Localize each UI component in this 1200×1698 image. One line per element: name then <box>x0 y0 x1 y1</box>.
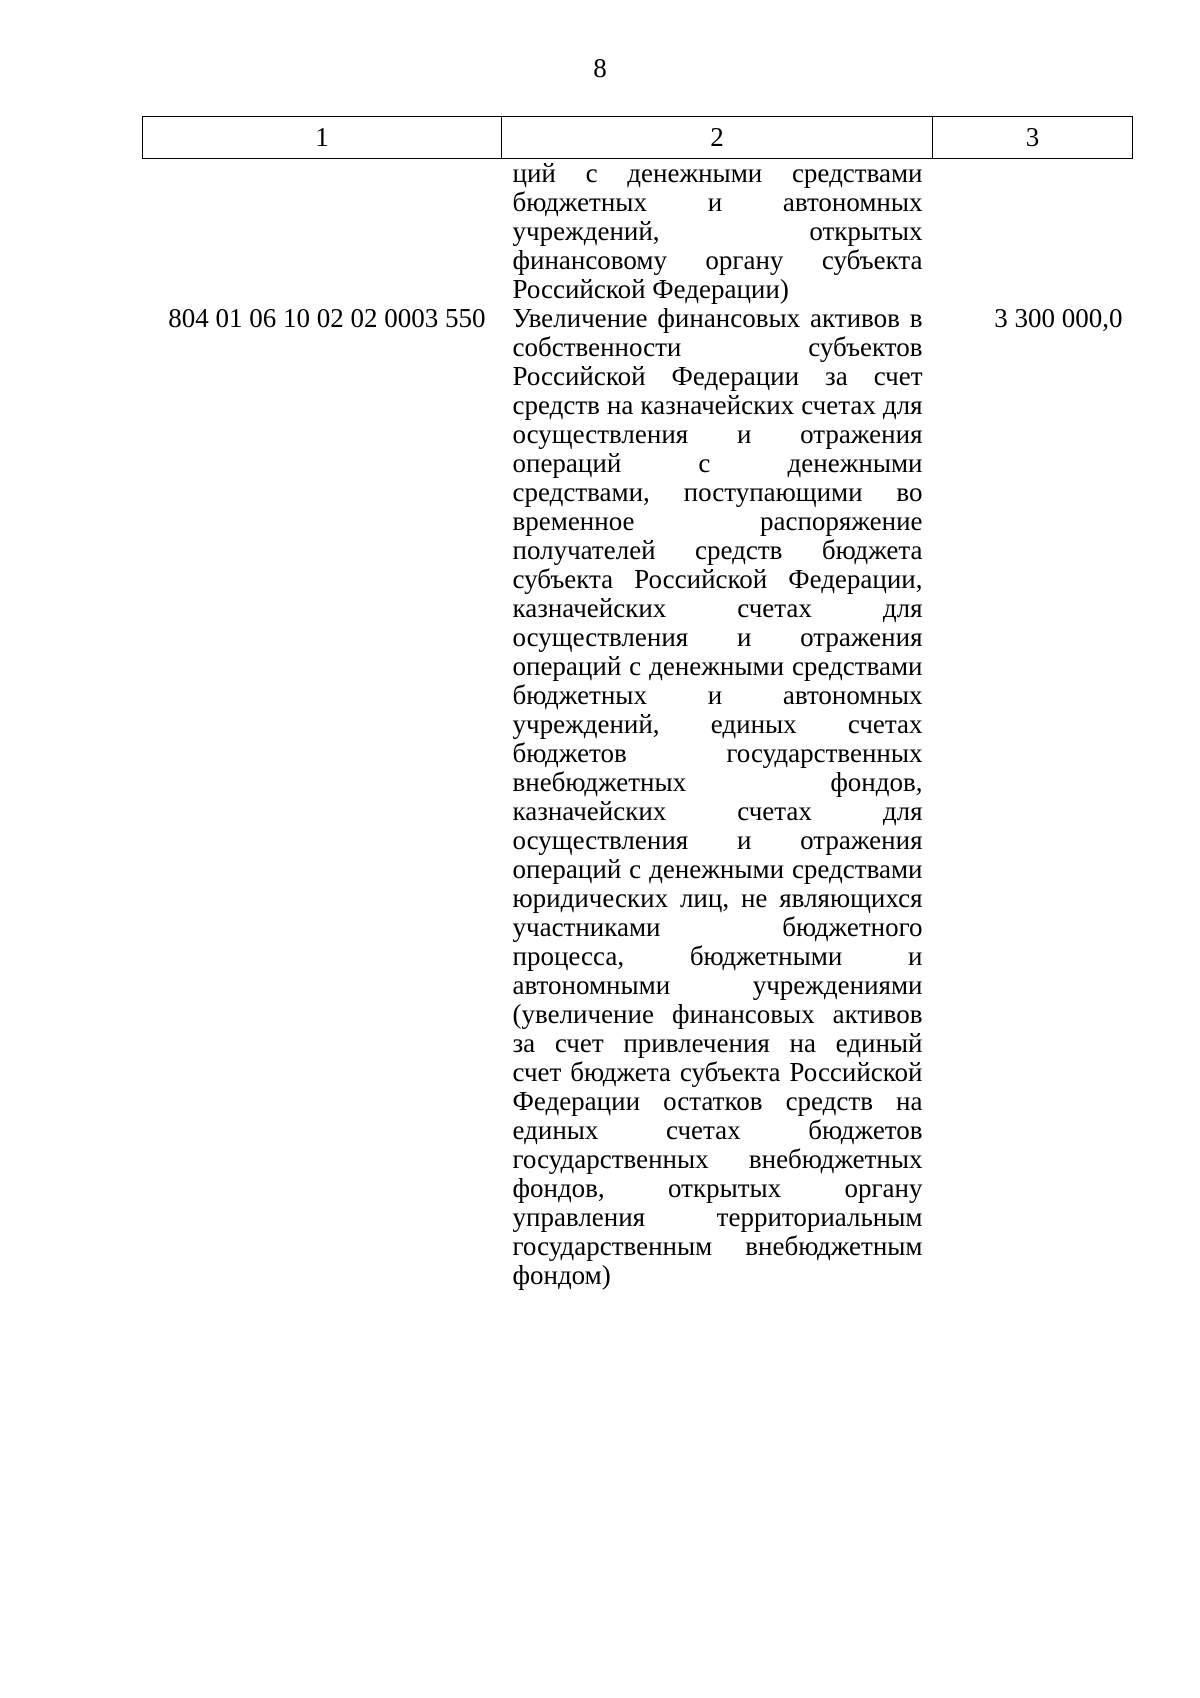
column-header-1: 1 <box>143 117 502 159</box>
header-row <box>143 117 1133 159</box>
column-header-2: 2 <box>502 117 933 159</box>
description-cell: Увеличение финансовых активов в собственности субъектов Российской Федерации за счет средств на казначейских счетах для осуществления и отражения операций с денежными средствами, поступающими во временное распоряжение получателей средств бюджета субъекта Российской Федерации, казначейских счетах для осуществления и отражения операций с денежными средствами бюджетных и автономных учреждений, единых счетах бюджетов государственных внебюджетных фондов, казначейских счетах для осуществления и отражения операций с денежными средствами юридических лиц, не являющихся участниками бюджетного процесса, бюджетными и автономными учреждениями (увеличение финансовых активов за счет привлечения на единый счет бюджета субъекта Российской Федерации остатков средств на единых счетах бюджетов государственных внебюджетных фондов, открытых органу управления территориальным государственным внебюджетным фондом) <box>512 303 923 1290</box>
code-cell: 804 01 06 10 02 02 0003 550 <box>168 303 486 333</box>
column-header-3: 3 <box>933 117 1133 159</box>
table-row <box>143 304 1133 1290</box>
amount-cell <box>933 159 1133 305</box>
table-row <box>143 159 1133 305</box>
description-cell: ций с денежными средствами бюджетных и автономных учреждений, открытых финансовому органу субъекта Российской Федерации) <box>512 158 923 304</box>
page-number: 8 <box>593 53 607 83</box>
budget-table <box>142 116 1133 1290</box>
code-cell <box>143 159 502 305</box>
table-header <box>143 117 1133 159</box>
table-body <box>143 159 1133 1291</box>
amount-cell: 3 300 000,0 <box>994 303 1123 333</box>
